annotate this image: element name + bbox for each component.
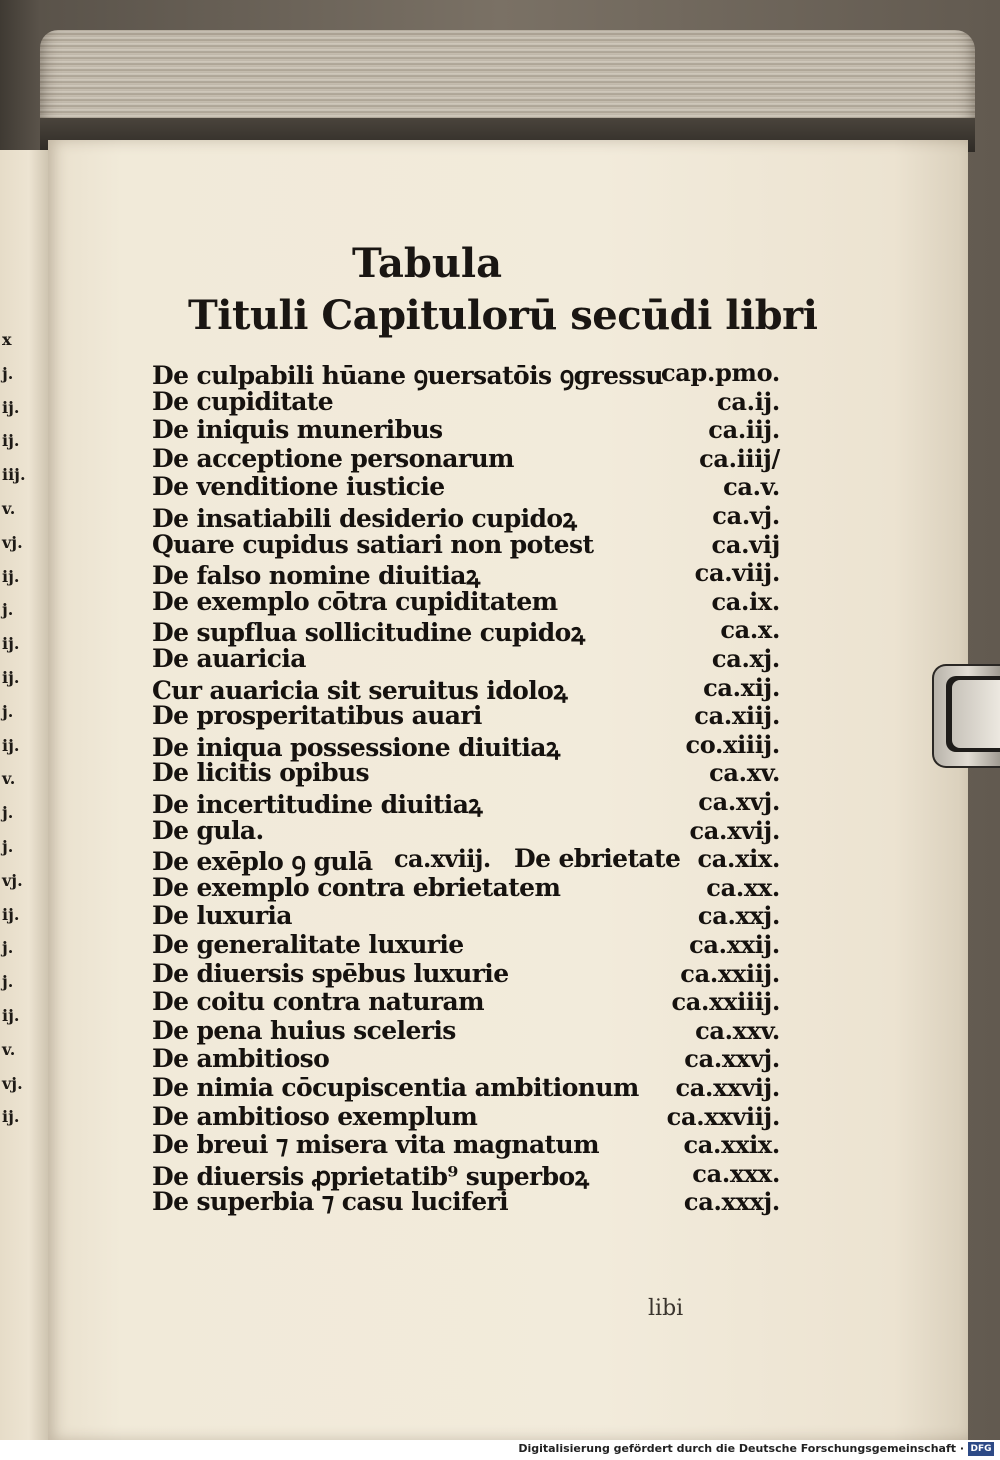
left-page-mark: j.	[2, 803, 14, 823]
chapter-title: De supflua sollicitudine cupidoꝝ	[152, 618, 585, 648]
left-page-mark: ij.	[2, 431, 20, 451]
left-page-mark: v.	[2, 499, 16, 518]
chapter-number: ca.xxxj.	[683, 1187, 780, 1217]
chapter-number: cap.pmo.	[660, 358, 780, 387]
chapter-title: De exemplo contra ebrietatem	[152, 872, 561, 902]
chapter-number: ca.xix.	[697, 844, 780, 874]
chapter-title: De ambitioso exemplum	[152, 1101, 478, 1131]
chapter-title: De pena huius sceleris	[152, 1015, 456, 1045]
dfg-logo: DFG	[968, 1442, 994, 1456]
chapter-title: De acceptione personarum	[152, 443, 514, 473]
chapter-title: De incertitudine diuitiaꝝ	[152, 790, 483, 819]
chapter-title: De ambitioso	[152, 1044, 330, 1074]
chapter-number: co.xiiij.	[685, 729, 780, 759]
left-page-mark: vj.	[2, 1073, 23, 1093]
chapter-title: De prosperitatibus auari	[152, 701, 482, 731]
chapter-number: ca.xxvj.	[684, 1044, 780, 1074]
chapter-number: ca.xxj.	[697, 901, 780, 931]
left-page-mark: ij.	[2, 735, 20, 755]
chapter-number: ca.iij.	[708, 415, 780, 445]
left-page-mark: ij.	[2, 1107, 20, 1127]
chapter-number: ca.ij.	[717, 386, 780, 416]
chapter-title: De luxuria	[152, 901, 292, 931]
chapter-title: Quare cupidus satiari non potest	[152, 529, 594, 559]
chapter-title: De auaricia	[152, 644, 306, 673]
chapter-title: De licitis opibus	[152, 758, 370, 788]
left-page-mark: j.	[2, 363, 14, 383]
left-page-mark: vj.	[2, 532, 23, 552]
chapter-title: De falso nomine diuitiaꝝ	[152, 561, 480, 591]
chapter-number: ca.xxij.	[689, 930, 780, 959]
chapter-title: De generalitate luxurie	[152, 930, 464, 959]
left-page-mark: j.	[2, 938, 14, 958]
left-page-mark: ij.	[2, 1006, 20, 1025]
chapter-title: De exemplo cōtra cupiditatem	[152, 586, 558, 616]
chapter-number: ca.ix.	[711, 586, 780, 616]
footer-credit: Digitalisierung gefördert durch die Deutsche Forschungsgemeinschaft ·	[518, 1442, 964, 1455]
left-page-mark: ij.	[2, 904, 20, 924]
chapter-title: De nimia cōcupiscentia ambitionum	[152, 1073, 639, 1102]
chapter-number: ca.xj.	[711, 644, 780, 673]
chapter-number: ca.viij.	[694, 558, 780, 588]
chapter-number: ca.xxv.	[695, 1015, 780, 1045]
chapter-title: De venditione iusticie	[152, 472, 445, 502]
left-page-mark: j.	[2, 972, 14, 992]
chapter-number: ca.xvj.	[698, 787, 780, 816]
chapter-title: De iniquis muneribus	[152, 415, 443, 445]
chapter-title: De culpabili hūane ꝯuersatōis ꝯgressu	[152, 361, 663, 390]
left-page-mark: j.	[2, 701, 14, 721]
chapter-number: ca.xx.	[706, 872, 780, 902]
chapter-number: ca.xxx.	[692, 1158, 780, 1188]
chapter-number: ca.xij.	[703, 672, 780, 702]
left-page-mark: ij.	[2, 397, 20, 417]
chapter-title: Cur auaricia sit seruitus idoloꝝ	[152, 675, 568, 705]
chapter-title: De diuersis spēbus luxurie	[152, 958, 509, 988]
chapter-title: De cupiditate	[152, 386, 334, 416]
chapter-number: ca.vij	[711, 529, 780, 559]
left-page-mark: j.	[2, 837, 14, 856]
chapter-title: De coitu contra naturam	[152, 987, 484, 1017]
chapter-number: ca.xxiij.	[680, 958, 780, 988]
chapter-number: ca.xxix.	[683, 1130, 780, 1160]
left-page-mark: ij.	[2, 634, 20, 654]
chapter-number: ca.xvij.	[689, 815, 780, 845]
chapter-number: ca.v.	[723, 472, 780, 502]
chapter-number: ca.xxvij.	[675, 1073, 780, 1102]
chapter-number: ca.xv.	[709, 758, 780, 788]
left-page-mark: vj.	[2, 870, 23, 890]
left-page-mark: ij.	[2, 566, 20, 586]
page-subtitle: Tituli Capitulorū secūdi libri	[188, 292, 818, 339]
chapter-number: ca.vj.	[712, 501, 780, 530]
page-title: Tabula	[352, 240, 503, 287]
chapter-number: ca.xxviij.	[666, 1101, 780, 1131]
footnote-mark: libi	[648, 1296, 684, 1321]
left-page-mark: iij.	[2, 465, 26, 485]
chapter-number-inline: ca.xviij.	[394, 844, 491, 874]
chapter-title: De diuersis ꝓprietatib⁹ superboꝝ	[152, 1161, 589, 1191]
chapter-number: ca.iiij/	[699, 443, 780, 473]
chapter-title: De breui ⁊ misera vita magnatum	[152, 1130, 599, 1160]
chapter-title: De iniqua possessione diuitiaꝝ	[152, 732, 560, 762]
left-page-mark: ij.	[2, 668, 20, 687]
chapter-number: ca.x.	[720, 615, 780, 645]
left-page-mark: j.	[2, 600, 14, 620]
chapter-number: ca.xiij.	[694, 701, 780, 731]
chapter-title: De exēplo ꝯ gulā	[152, 847, 373, 877]
chapter-title: De insatiabili desiderio cupidoꝝ	[152, 504, 577, 533]
chapter-title: De superbia ⁊ casu luciferi	[152, 1187, 509, 1217]
left-page-mark: x	[2, 330, 12, 349]
left-page-mark: v.	[2, 769, 16, 789]
chapter-title: De gula.	[152, 815, 264, 845]
chapter-title-inline: De ebrietate	[514, 844, 681, 874]
left-page-mark: v.	[2, 1039, 16, 1059]
chapter-number: ca.xxiiij.	[671, 987, 780, 1017]
page-clip-tab-face	[952, 680, 1000, 748]
